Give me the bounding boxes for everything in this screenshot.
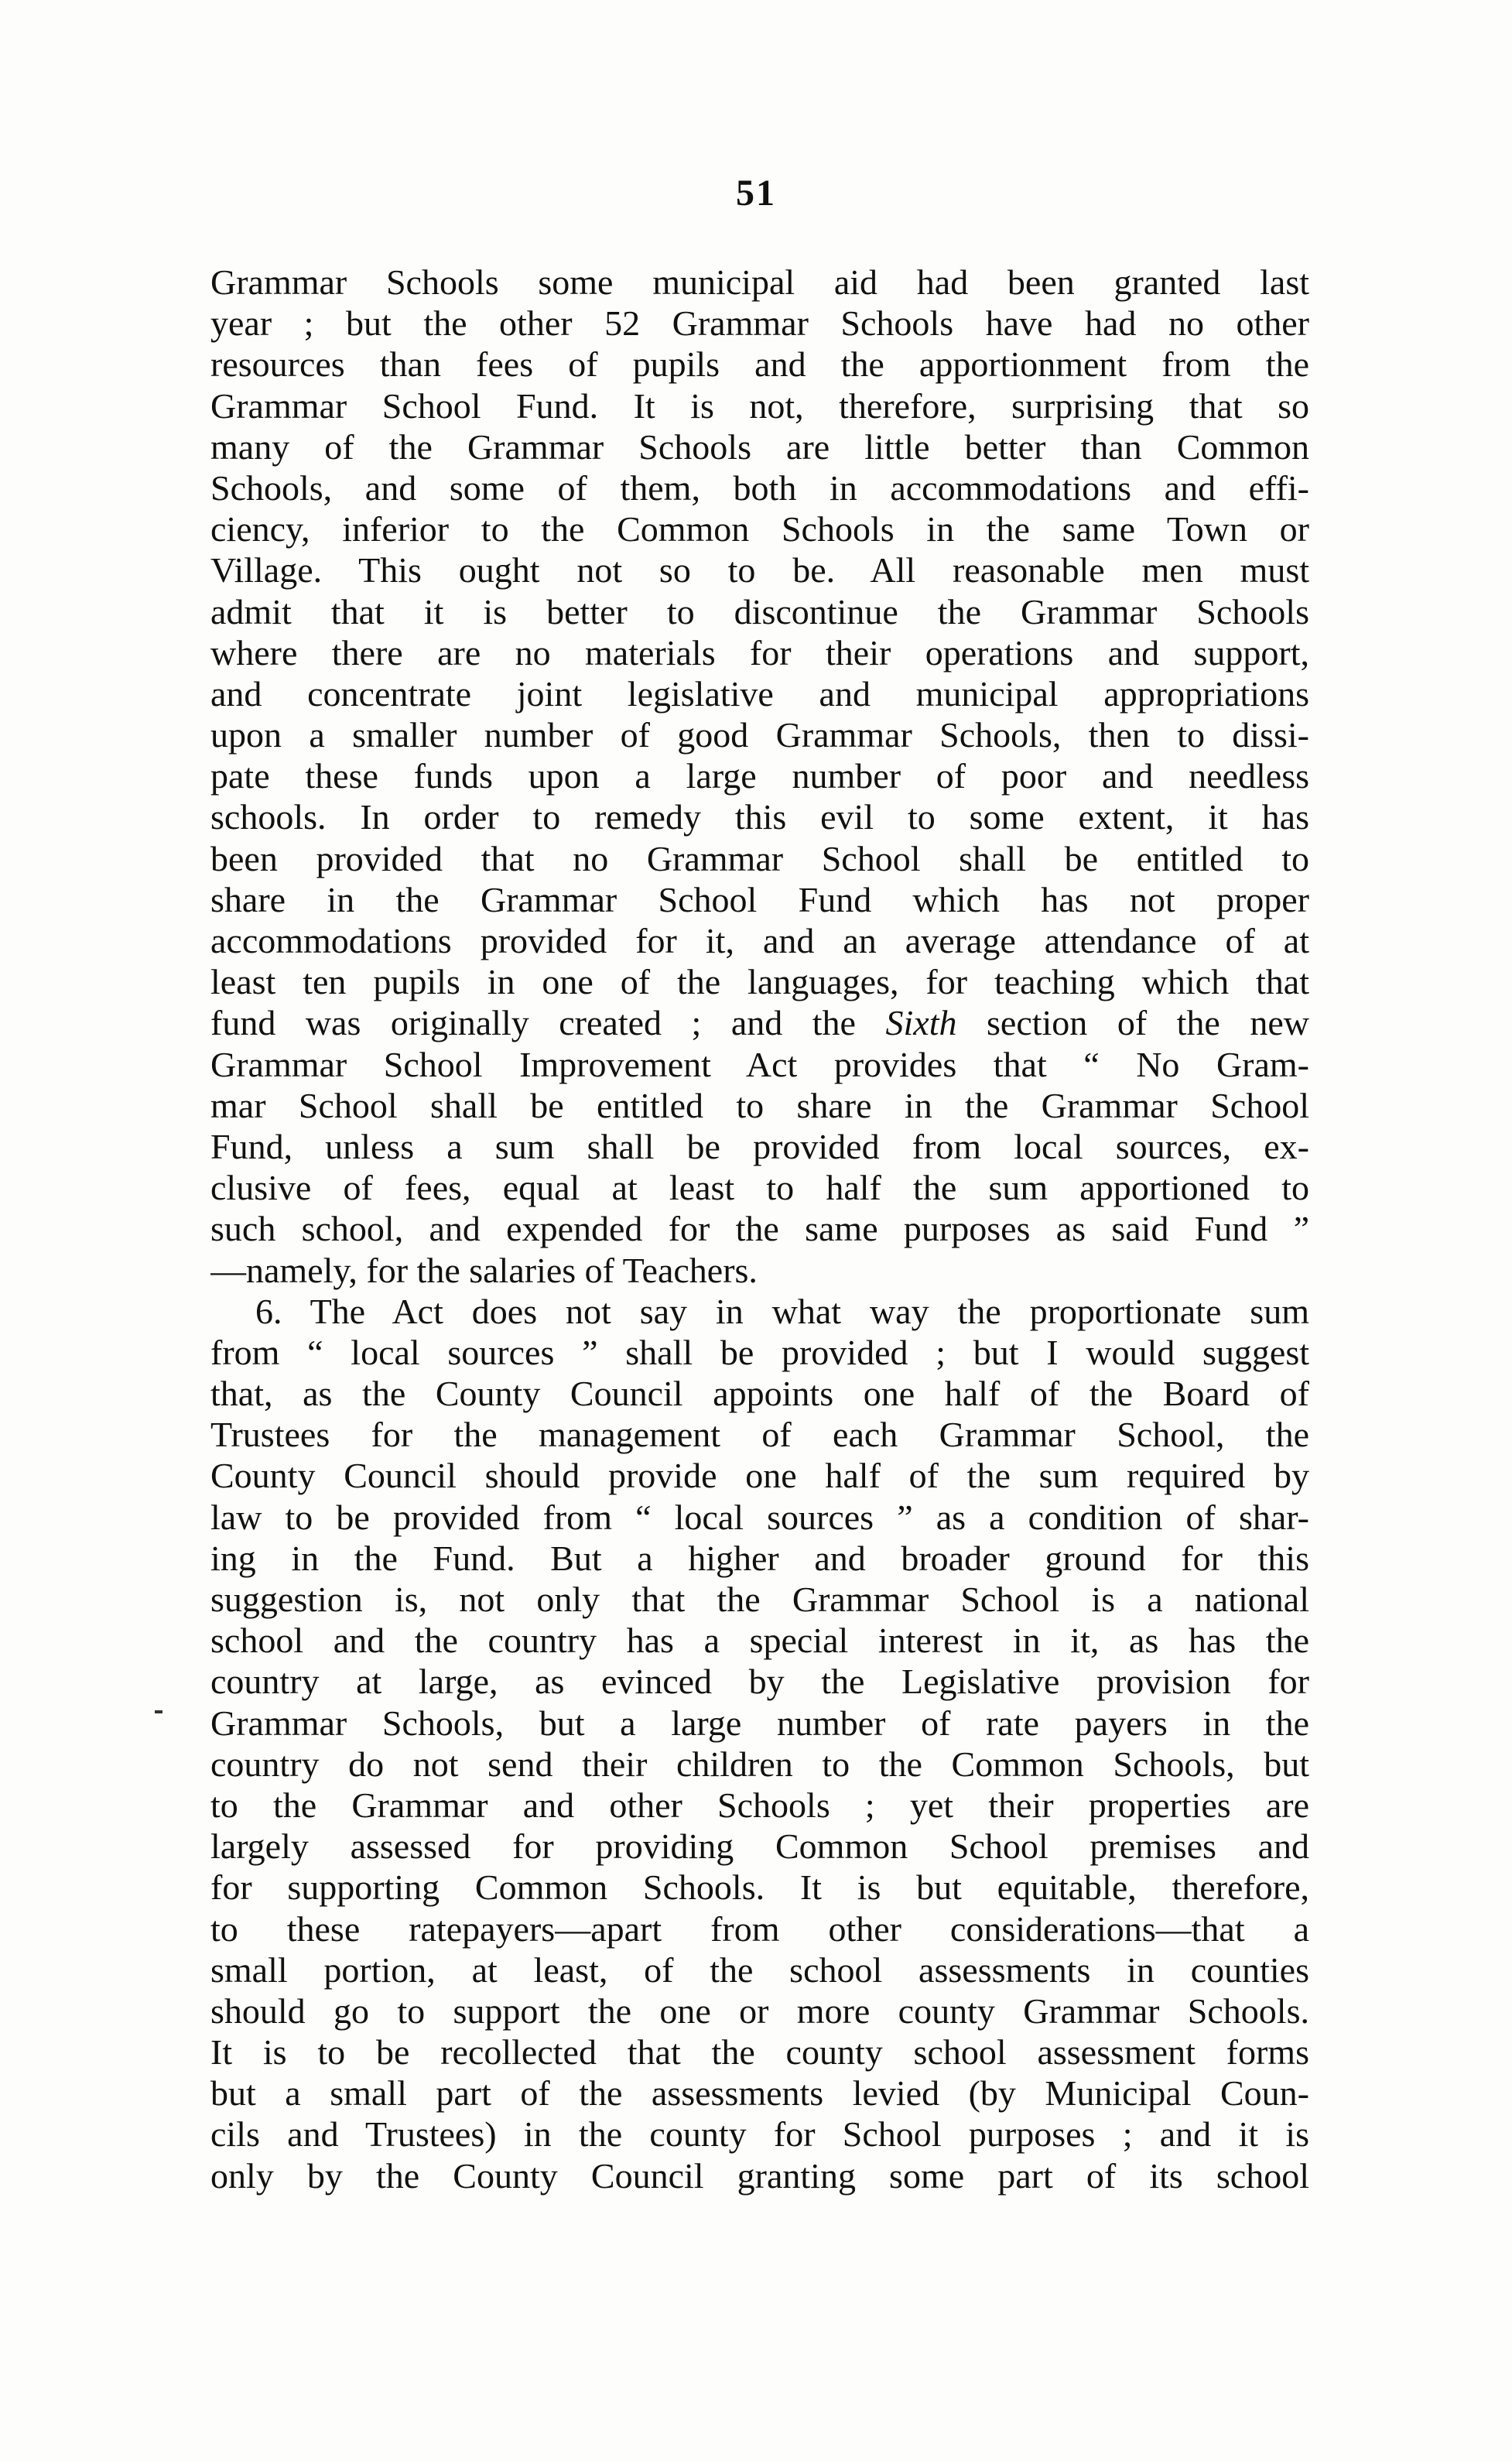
text-line: It is to be recollected that the county school assessment forms [210, 2032, 1309, 2073]
text-line: upon a smaller number of good Grammar Schools, then to dissi- [210, 715, 1309, 755]
text-line: cils and Trustees) in the county for School purposes ; and it is [210, 2114, 1309, 2155]
text-line: but a small part of the assessments levied (by Municipal Coun- [210, 2073, 1309, 2114]
text-line: least ten pupils in one of the languages, for teaching which that [210, 962, 1309, 1002]
text-line: suggestion is, not only that the Grammar School is a national [210, 1580, 1309, 1619]
body-text [210, 262, 1309, 2196]
text-line: small portion, at least, of the school assessments in counties [210, 1949, 1309, 1990]
text-line: admit that it is better to discontinue the Grammar Schools [210, 591, 1309, 632]
text-line: that, as the County Council appoints one half of the Board of [210, 1374, 1309, 1414]
text-line: such school, and expended for the same purposes as said Fund ” [210, 1209, 1309, 1249]
paragraph-1 [210, 262, 1309, 1291]
text-line: country do not send their children to the Common Schools, but [210, 1744, 1309, 1784]
text-line: share in the Grammar School Fund which has not proper [210, 879, 1309, 919]
text-line: only by the County Council granting some part of its school [210, 2155, 1309, 2196]
margin-mark [155, 1710, 162, 1713]
text-line: Grammar School Fund. It is not, therefore, surprising that so [210, 385, 1309, 426]
text-line: pate these funds upon a large number of poor and needless [210, 756, 1309, 796]
text-line: —namely, for the salaries of Teachers. [210, 1250, 758, 1290]
text-line: been provided that no Grammar School shall be entitled to [210, 838, 1309, 878]
text-line: Fund, unless a sum shall be provided from local sources, ex- [210, 1126, 1309, 1166]
text-line: Grammar School Improvement Act provides that “ No Gram- [210, 1044, 1309, 1084]
text-line: ing in the Fund. But a higher and broader ground for this [210, 1538, 1309, 1578]
text-line: mar School shall be entitled to share in the Grammar School [210, 1085, 1309, 1125]
text-line: resources than fees of pupils and the apportionment from the [210, 344, 1309, 385]
text-line: to these ratepayers—apart from other considerations—that a [210, 1908, 1309, 1949]
text-line: schools. In order to remedy this evil to some extent, it has [210, 797, 1309, 837]
text-line: 6. The Act does not say in what way the proportionate sum [255, 1291, 1309, 1331]
text-line: and concentrate joint legislative and municipal appropriations [210, 673, 1309, 714]
text-line: Trustees for the management of each Grammar School, the [210, 1415, 1309, 1455]
text-line: year ; but the other 52 Grammar Schools have had no other [210, 303, 1309, 344]
text-line: from “ local sources ” shall be provided ; but I would suggest [210, 1332, 1309, 1372]
text-line: where there are no materials for their operations and support, [210, 632, 1309, 673]
text-line: to the Grammar and other Schools ; yet their properties are [210, 1785, 1309, 1825]
text-line: Grammar Schools some municipal aid had been granted last [210, 262, 1309, 302]
text-line: country at large, as evinced by the Legislative provision for [210, 1662, 1309, 1702]
paragraph-2 [210, 1291, 1309, 2196]
page-number: 51 [736, 173, 776, 214]
text-line: accommodations provided for it, and an average attendance of at [210, 921, 1309, 960]
text-line: Village. This ought not so to be. All reasonable men must [210, 550, 1309, 590]
text-line: County Council should provide one half of the sum required by [210, 1456, 1309, 1496]
text-line: Grammar Schools, but a large number of rate payers in the [210, 1703, 1309, 1743]
text-line: school and the country has a special interest in it, as has the [210, 1621, 1309, 1661]
text-line: Schools, and some of them, both in accommodations and effi- [210, 467, 1309, 508]
text-line: many of the Grammar Schools are little better than Common [210, 426, 1309, 467]
text-line: for supporting Common Schools. It is but equitable, therefore, [210, 1867, 1309, 1908]
text-line: ciency, inferior to the Common Schools in the same Town or [210, 509, 1309, 549]
text-line: fund was originally created ; and the Sixth section of the new [210, 1003, 1309, 1043]
text-line: largely assessed for providing Common School premises and [210, 1826, 1309, 1867]
text-line: law to be provided from “ local sources ” as a condition of shar- [210, 1497, 1309, 1537]
text-line: clusive of fees, equal at least to half the sum apportioned to [210, 1168, 1309, 1208]
text-line: should go to support the one or more county Grammar Schools. [210, 1990, 1309, 2031]
